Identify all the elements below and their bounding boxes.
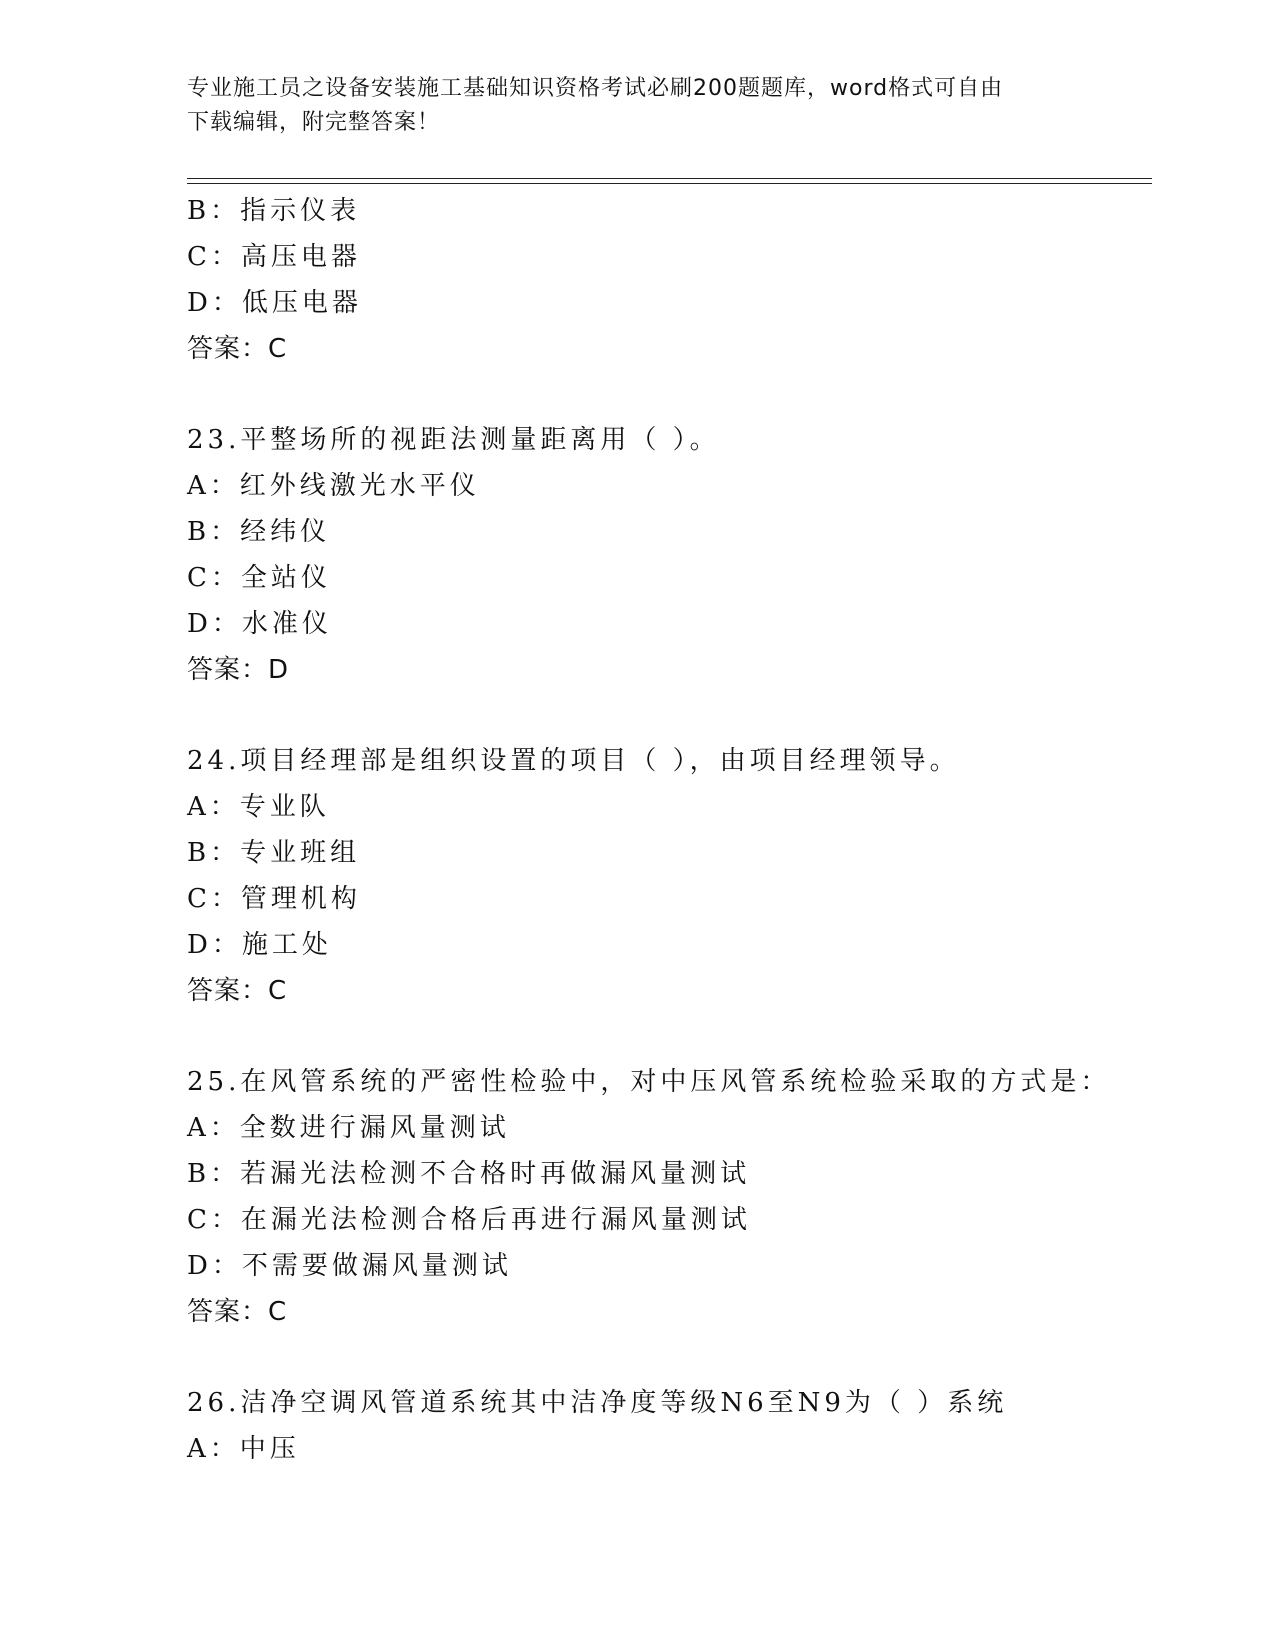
option-c: C：管理机构 [187,884,361,914]
option-a: A：全数进行漏风量测试 [187,1113,510,1143]
option-a: A：中压 [187,1434,300,1464]
question-26 [187,1380,1147,1472]
question-23 [187,417,1147,693]
option-c: C：在漏光法检测合格后再进行漏风量测试 [187,1205,751,1235]
spacer [187,372,1147,417]
option-a: A：红外线激光水平仪 [187,471,480,501]
option-d: D：施工处 [187,930,332,960]
spacer [187,1335,1147,1380]
spacer [187,1014,1147,1059]
option-b: B：经纬仪 [187,517,331,547]
question-25 [187,1059,1147,1335]
option-a: A：专业队 [187,792,330,822]
answer-line: 答案：C [187,976,288,1006]
header-line-1: 专业施工员之设备安装施工基础知识资格考试必刷200题题库，word格式可自由 [187,76,1004,101]
answer-line: 答案：C [187,1297,288,1327]
option-c: C：高压电器 [187,242,361,272]
question-24 [187,738,1147,1014]
document-header [187,72,1087,140]
option-d: D：水准仪 [187,609,332,639]
option-b: B：指示仪表 [187,196,361,226]
option-b: B：若漏光法检测不合格时再做漏风量测试 [187,1159,751,1189]
question-stem: 26.洁净空调风管道系统其中洁净度等级N6至N9为（ ）系统 [187,1388,1008,1418]
spacer [187,693,1147,738]
option-c: C：全站仪 [187,563,331,593]
question-stem: 23.平整场所的视距法测量距离用（ ）。 [187,425,720,455]
answer-line: 答案：C [187,334,288,364]
question-stem: 24.项目经理部是组织设置的项目（ ），由项目经理领导。 [187,746,960,776]
question-stem: 25.在风管系统的严密性检验中，对中压风管系统检验采取的方式是： [187,1067,1111,1097]
answer-line: 答案：D [187,655,290,685]
header-line-2: 下载编辑，附完整答案！ [187,110,441,135]
option-b: B：专业班组 [187,838,361,868]
question-list [187,188,1147,1472]
option-d: D：不需要做漏风量测试 [187,1251,512,1281]
header-divider-top [187,178,1152,179]
question-fragment [187,188,1147,372]
header-divider-bottom [187,183,1152,184]
option-d: D：低压电器 [187,288,362,318]
